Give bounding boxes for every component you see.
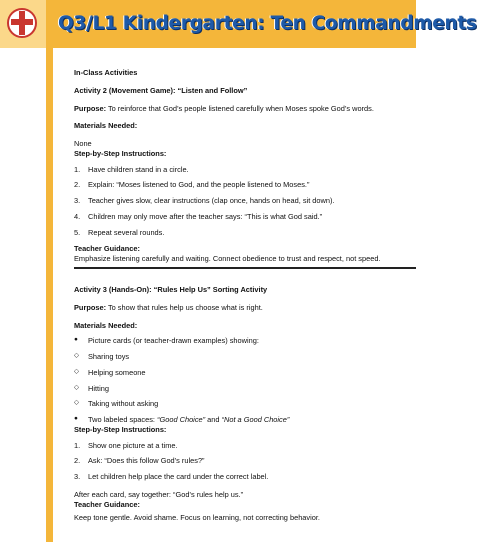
step-text: Have children stand in a circle. (88, 164, 189, 174)
list-item (74, 165, 406, 175)
guidance-text: Emphasize listening carefully and waiting. Connect obedience to trust and respect, not speed. (74, 254, 381, 264)
guidance-text: Keep tone gentle. Avoid shame. Focus on learning, not correcting behavior. (74, 513, 320, 523)
list-item (74, 456, 406, 466)
purpose-label: Purpose: (74, 302, 107, 312)
step-number: 3. (74, 472, 81, 482)
step-number: 1. (74, 164, 81, 174)
activity-title: Activity 2 (Movement Game): “Listen and Follow” (74, 85, 248, 95)
after-text: After each card, say together: “God’s rules help us.” (74, 489, 244, 499)
step-text: Teacher gives slow, clear instructions (clap once, hands on head, sit down). (88, 196, 335, 206)
cross-horizontal (11, 19, 33, 25)
list-item (74, 336, 406, 346)
card-text: Taking without asking (88, 399, 159, 409)
step-text: Let children help place the card under the correct label. (88, 472, 269, 482)
list-item (74, 368, 406, 378)
list-item (74, 415, 406, 425)
list-item (74, 399, 406, 409)
step-number: 2. (74, 180, 81, 190)
purpose-text: To show that rules help us choose what is right. (106, 302, 263, 312)
step-text: Show one picture at a time. (88, 440, 178, 450)
step-text: Children may only move after the teacher says: “This is what God said.” (88, 211, 323, 221)
list-item (74, 472, 406, 482)
step-number: 2. (74, 456, 81, 466)
list-item (74, 196, 406, 206)
section-heading: In-Class Activities (74, 68, 138, 77)
materials-label: Materials Needed: (74, 121, 138, 131)
diamond-bullet-icon: ◇ (74, 383, 79, 391)
steps-list (74, 441, 406, 482)
activity-title: Activity 3 (Hands-On): “Rules Help Us” Sorting Activity (74, 285, 268, 294)
materials-label: Materials Needed: (74, 320, 138, 330)
spaces-and: and (205, 415, 222, 425)
spaces-good: “Good Choice” (157, 415, 206, 425)
purpose-text: To reinforce that God’s people listened carefully when Moses spoke God’s words. (106, 103, 374, 113)
list-item (74, 180, 406, 190)
steps-label: Step-by-Step Instructions: (74, 424, 167, 434)
spaces-bad: “Not a Good Choice” (221, 415, 290, 425)
guidance-label: Teacher Guidance: (74, 244, 140, 254)
section-activity-3 (74, 285, 406, 523)
diamond-bullet-icon: ◇ (74, 399, 79, 407)
card-text: Helping someone (88, 367, 146, 377)
materials-intro: Picture cards (or teacher-drawn examples) showing: (88, 336, 259, 346)
list-item (74, 384, 406, 394)
step-number: 5. (74, 227, 81, 237)
list-item (74, 441, 406, 451)
materials-value: None (74, 139, 92, 149)
card-text: Sharing toys (88, 352, 130, 362)
logo (0, 0, 46, 48)
list-item (74, 212, 406, 222)
card-text: Hitting (88, 383, 109, 393)
purpose (74, 303, 406, 313)
spaces-text (88, 415, 289, 425)
step-number: 3. (74, 196, 81, 206)
step-text: Repeat several rounds. (88, 227, 165, 237)
step-number: 1. (74, 440, 81, 450)
step-text: Ask: “Does this follow God’s rules?” (88, 456, 205, 466)
list-item (74, 228, 406, 238)
materials-list (74, 336, 406, 425)
diamond-bullet-icon: ◇ (74, 367, 79, 375)
purpose (74, 104, 406, 114)
section-divider (74, 267, 416, 269)
diamond-bullet-icon: ◇ (74, 352, 79, 360)
steps-list (74, 165, 406, 238)
section-activity-2 (74, 68, 406, 264)
bullet-icon: ● (74, 415, 78, 423)
page-title: Q3/L1 Kindergarten: Ten Commandments (58, 13, 477, 34)
list-item (74, 352, 406, 362)
steps-label: Step-by-Step Instructions: (74, 148, 167, 158)
purpose-label: Purpose: (74, 103, 107, 113)
step-text: Explain: “Moses listened to God, and the people listened to Moses.” (88, 180, 310, 190)
bullet-icon: ● (74, 336, 78, 344)
step-number: 4. (74, 211, 81, 221)
spaces-prefix: Two labeled spaces: (88, 415, 158, 425)
guidance-label: Teacher Guidance: (74, 499, 140, 509)
vertical-accent-bar (46, 0, 53, 542)
